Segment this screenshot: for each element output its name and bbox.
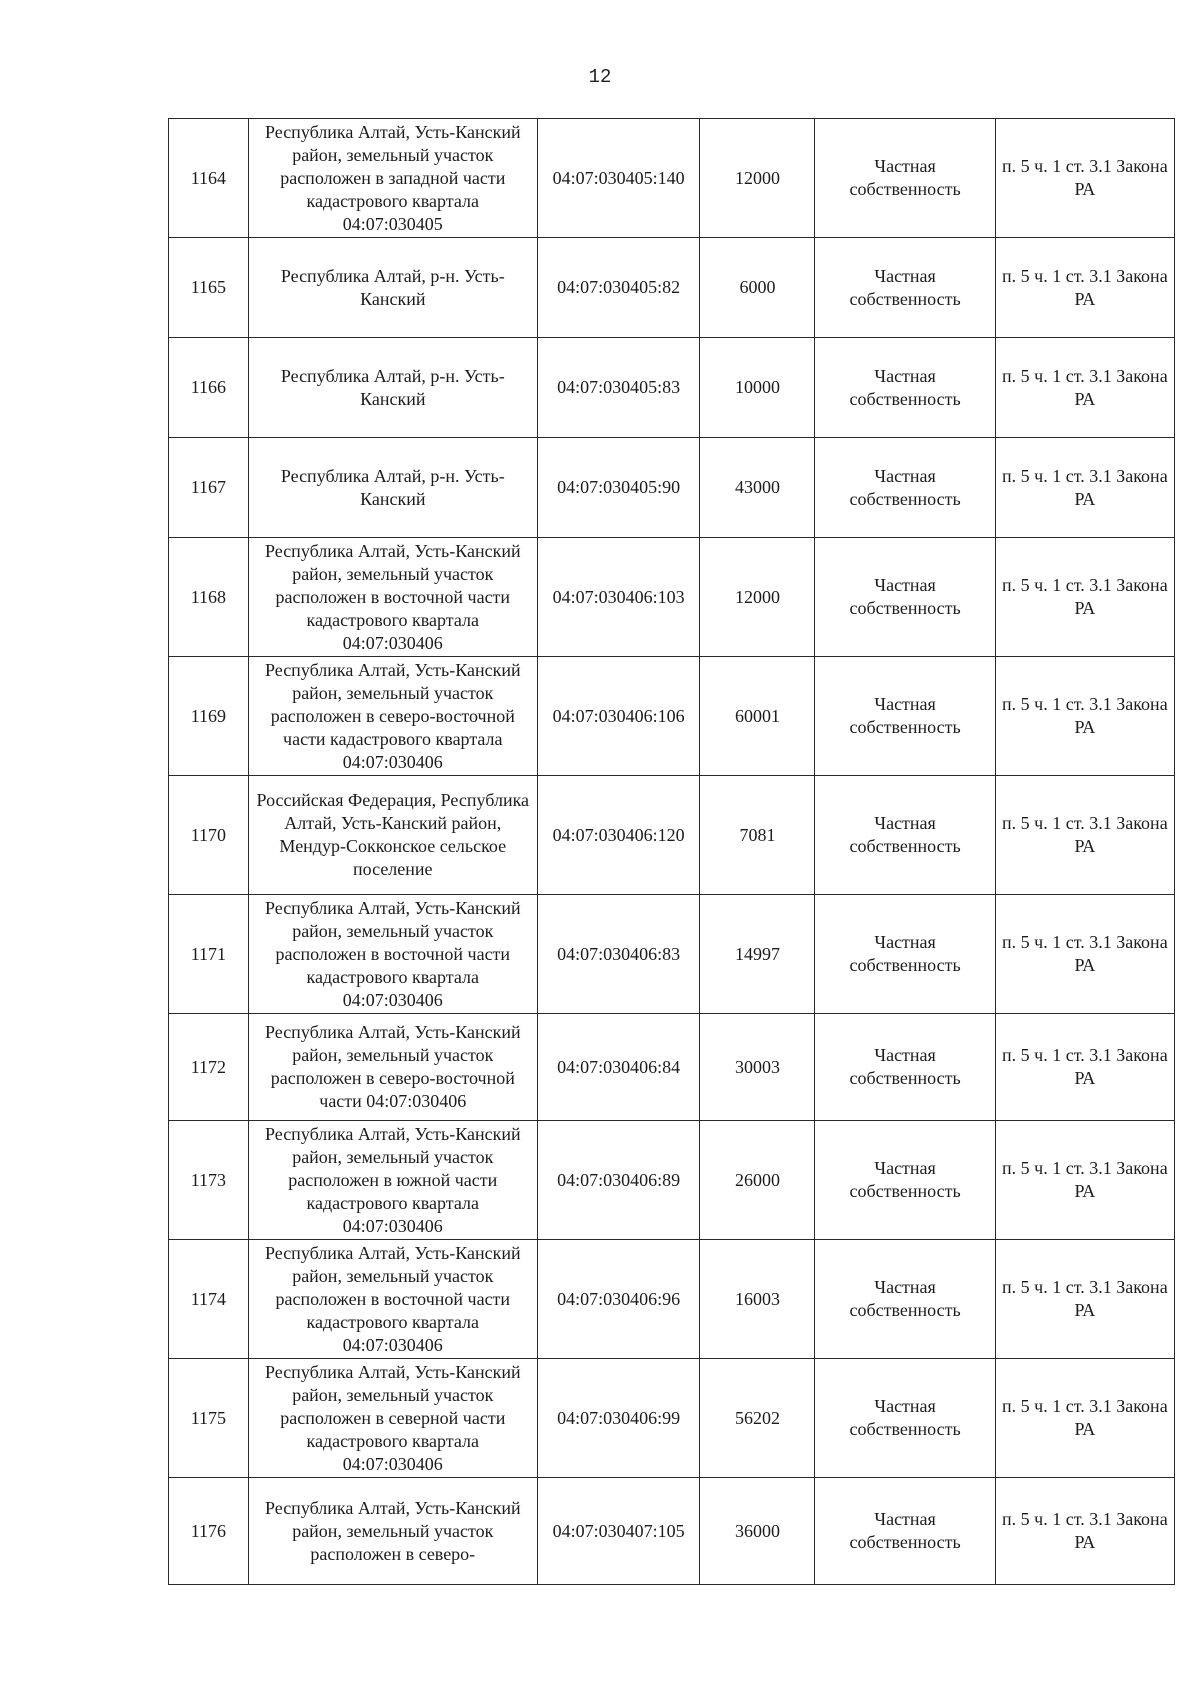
legal-basis-cell: п. 5 ч. 1 ст. 3.1 Закона РА — [995, 1478, 1174, 1585]
address-cell: Республика Алтай, Усть-Канский район, земельный участок расположен в восточной части кадастрового квартала 04:07:030406 — [248, 1240, 537, 1359]
ownership-cell: Частная собственность — [815, 776, 995, 895]
row-number: 1165 — [169, 238, 249, 338]
ownership-cell: Частная собственность — [815, 538, 995, 657]
address-cell: Республика Алтай, Усть-Канский район, земельный участок расположен в северной части кадастрового квартала 04:07:030406 — [248, 1359, 537, 1478]
ownership-cell: Частная собственность — [815, 1121, 995, 1240]
area-cell: 10000 — [700, 338, 815, 438]
table-row — [169, 1478, 1175, 1585]
address-cell: Республика Алтай, р-н. Усть-Канский — [248, 338, 537, 438]
table-row — [169, 895, 1175, 1014]
table-row — [169, 538, 1175, 657]
ownership-cell: Частная собственность — [815, 657, 995, 776]
page-number: 12 — [588, 66, 612, 88]
address-cell: Республика Алтай, Усть-Канский район, земельный участок расположен в западной части кадастрового квартала 04:07:030405 — [248, 119, 537, 238]
area-cell: 60001 — [700, 657, 815, 776]
legal-basis-cell: п. 5 ч. 1 ст. 3.1 Закона РА — [995, 776, 1174, 895]
legal-basis-cell: п. 5 ч. 1 ст. 3.1 Закона РА — [995, 1359, 1174, 1478]
cadastral-number-cell: 04:07:030405:140 — [537, 119, 700, 238]
cadastral-number-cell: 04:07:030405:83 — [537, 338, 700, 438]
cadastral-number-cell: 04:07:030406:96 — [537, 1240, 700, 1359]
area-cell: 14997 — [700, 895, 815, 1014]
ownership-cell: Частная собственность — [815, 238, 995, 338]
ownership-cell: Частная собственность — [815, 1359, 995, 1478]
legal-basis-cell: п. 5 ч. 1 ст. 3.1 Закона РА — [995, 338, 1174, 438]
address-cell: Республика Алтай, Усть-Канский район, земельный участок расположен в северо-восточной части кадастрового квартала 04:07:030406 — [248, 657, 537, 776]
ownership-cell: Частная собственность — [815, 338, 995, 438]
cadastral-number-cell: 04:07:030406:89 — [537, 1121, 700, 1240]
table-row — [169, 1240, 1175, 1359]
legal-basis-cell: п. 5 ч. 1 ст. 3.1 Закона РА — [995, 238, 1174, 338]
legal-basis-cell: п. 5 ч. 1 ст. 3.1 Закона РА — [995, 1014, 1174, 1121]
ownership-cell: Частная собственность — [815, 438, 995, 538]
row-number: 1167 — [169, 438, 249, 538]
legal-basis-cell: п. 5 ч. 1 ст. 3.1 Закона РА — [995, 1240, 1174, 1359]
row-number: 1172 — [169, 1014, 249, 1121]
ownership-cell: Частная собственность — [815, 1014, 995, 1121]
row-number: 1175 — [169, 1359, 249, 1478]
legal-basis-cell: п. 5 ч. 1 ст. 3.1 Закона РА — [995, 657, 1174, 776]
address-cell: Республика Алтай, Усть-Канский район, земельный участок расположен в северо-восточной части 04:07:030406 — [248, 1014, 537, 1121]
cadastral-number-cell: 04:07:030406:120 — [537, 776, 700, 895]
cadastral-number-cell: 04:07:030406:84 — [537, 1014, 700, 1121]
row-number: 1166 — [169, 338, 249, 438]
cadastral-number-cell: 04:07:030407:105 — [537, 1478, 700, 1585]
area-cell: 16003 — [700, 1240, 815, 1359]
area-cell: 56202 — [700, 1359, 815, 1478]
cadastral-number-cell: 04:07:030406:99 — [537, 1359, 700, 1478]
cadastral-number-cell: 04:07:030406:83 — [537, 895, 700, 1014]
address-cell: Российская Федерация, Республика Алтай, Усть-Канский район, Мендур-Сокконское сельское поселение — [248, 776, 537, 895]
row-number: 1174 — [169, 1240, 249, 1359]
row-number: 1168 — [169, 538, 249, 657]
address-cell: Республика Алтай, Усть-Канский район, земельный участок расположен в южной части кадастрового квартала 04:07:030406 — [248, 1121, 537, 1240]
cadastral-number-cell: 04:07:030405:90 — [537, 438, 700, 538]
legal-basis-cell: п. 5 ч. 1 ст. 3.1 Закона РА — [995, 119, 1174, 238]
address-cell: Республика Алтай, р-н. Усть-Канский — [248, 238, 537, 338]
row-number: 1169 — [169, 657, 249, 776]
row-number: 1173 — [169, 1121, 249, 1240]
table-row — [169, 438, 1175, 538]
ownership-cell: Частная собственность — [815, 119, 995, 238]
table-row — [169, 1121, 1175, 1240]
address-cell: Республика Алтай, Усть-Канский район, земельный участок расположен в восточной части кадастрового квартала 04:07:030406 — [248, 895, 537, 1014]
table-row — [169, 238, 1175, 338]
cadastral-number-cell: 04:07:030406:103 — [537, 538, 700, 657]
ownership-cell: Частная собственность — [815, 1240, 995, 1359]
legal-basis-cell: п. 5 ч. 1 ст. 3.1 Закона РА — [995, 1121, 1174, 1240]
address-cell: Республика Алтай, Усть-Канский район, земельный участок расположен в восточной части кадастрового квартала 04:07:030406 — [248, 538, 537, 657]
area-cell: 26000 — [700, 1121, 815, 1240]
ownership-cell: Частная собственность — [815, 895, 995, 1014]
legal-basis-cell: п. 5 ч. 1 ст. 3.1 Закона РА — [995, 438, 1174, 538]
area-cell: 12000 — [700, 538, 815, 657]
area-cell: 6000 — [700, 238, 815, 338]
cadastral-number-cell: 04:07:030405:82 — [537, 238, 700, 338]
area-cell: 30003 — [700, 1014, 815, 1121]
row-number: 1171 — [169, 895, 249, 1014]
table-row — [169, 338, 1175, 438]
address-cell: Республика Алтай, Усть-Канский район, земельный участок расположен в северо- — [248, 1478, 537, 1585]
area-cell: 7081 — [700, 776, 815, 895]
table-row — [169, 657, 1175, 776]
area-cell: 36000 — [700, 1478, 815, 1585]
row-number: 1176 — [169, 1478, 249, 1585]
table-row — [169, 1359, 1175, 1478]
table-row — [169, 119, 1175, 238]
land-plot-table — [168, 118, 1175, 1585]
area-cell: 43000 — [700, 438, 815, 538]
cadastral-number-cell: 04:07:030406:106 — [537, 657, 700, 776]
area-cell: 12000 — [700, 119, 815, 238]
address-cell: Республика Алтай, р-н. Усть-Канский — [248, 438, 537, 538]
row-number: 1170 — [169, 776, 249, 895]
ownership-cell: Частная собственность — [815, 1478, 995, 1585]
table-row — [169, 1014, 1175, 1121]
legal-basis-cell: п. 5 ч. 1 ст. 3.1 Закона РА — [995, 895, 1174, 1014]
row-number: 1164 — [169, 119, 249, 238]
table-row — [169, 776, 1175, 895]
legal-basis-cell: п. 5 ч. 1 ст. 3.1 Закона РА — [995, 538, 1174, 657]
